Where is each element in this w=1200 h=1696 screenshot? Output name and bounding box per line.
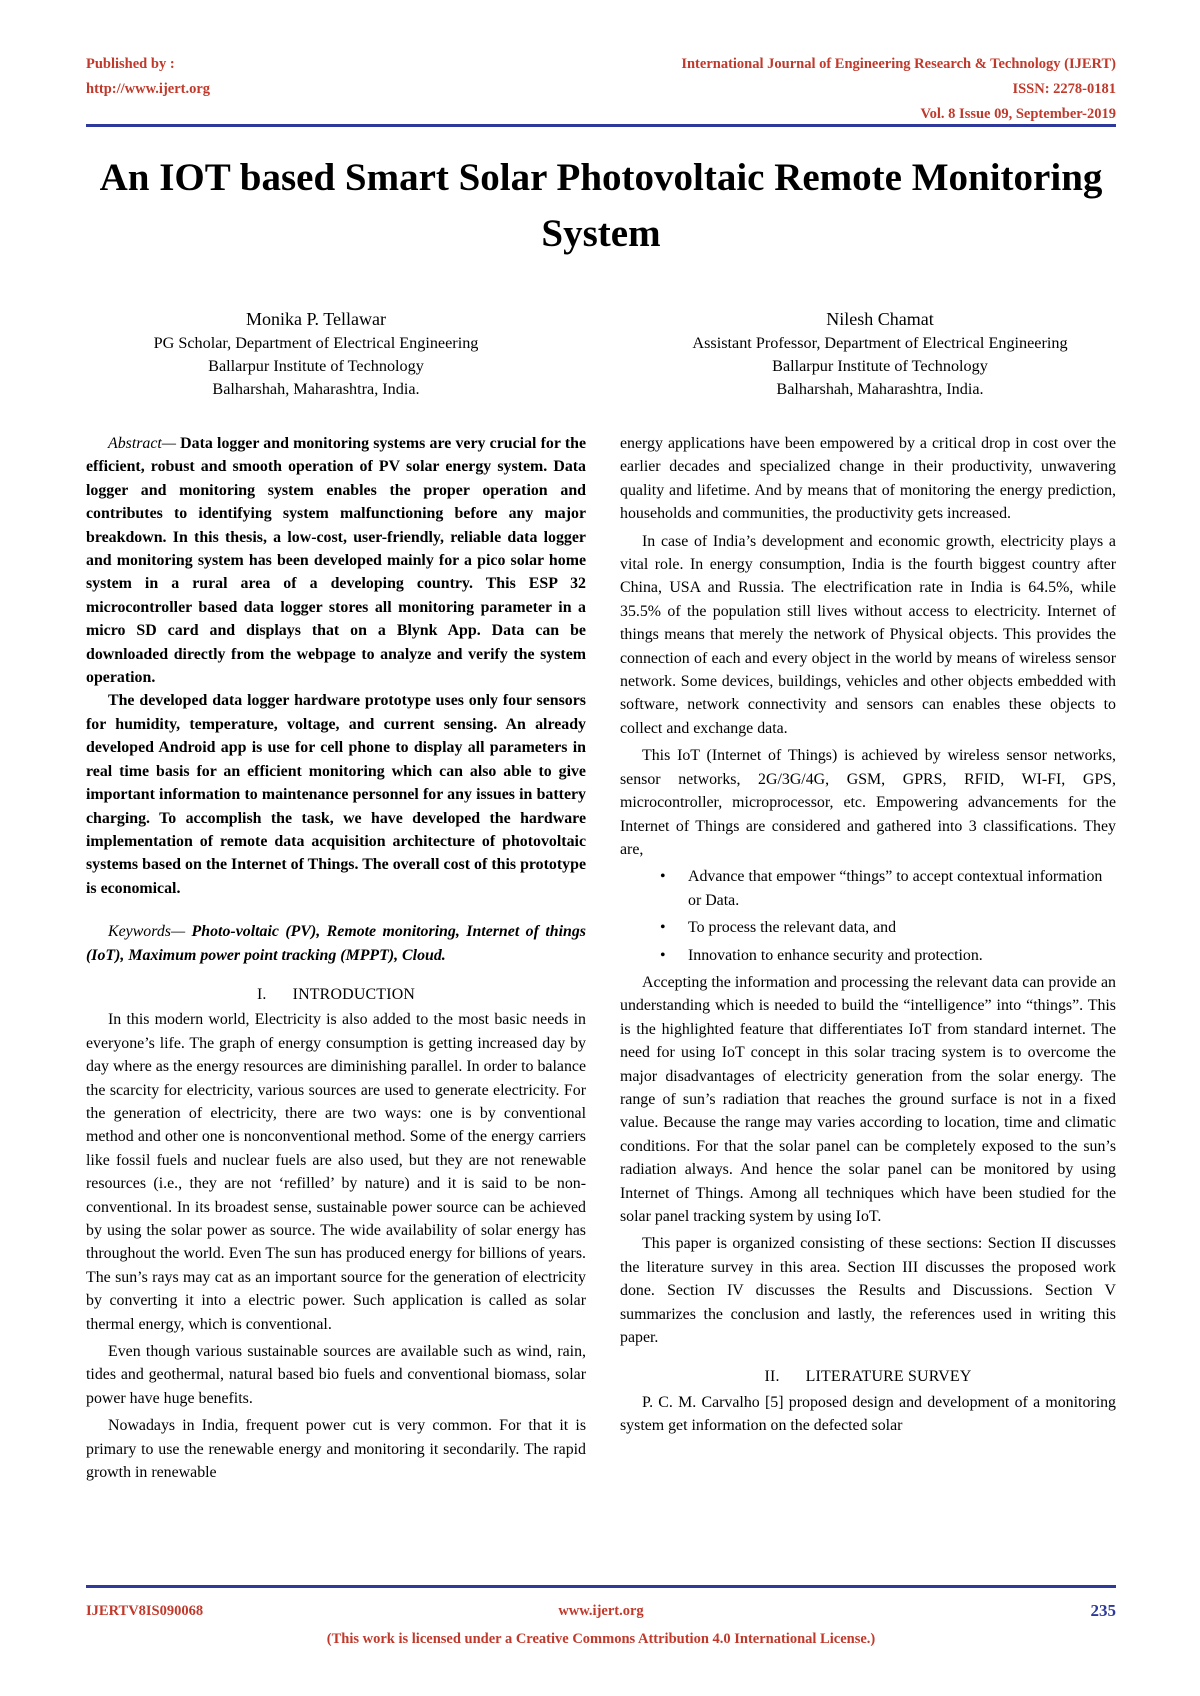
publisher-website-link[interactable]: http://www.ijert.org (86, 81, 211, 97)
bullet-icon: • (660, 919, 666, 937)
keywords-paragraph (86, 920, 586, 967)
header-right (681, 52, 1116, 127)
right-column (620, 432, 1116, 1438)
body-paragraph: energy applications have been empowered by a critical drop in cost over the earlier decades and specialized change in their productivity, unwavering quality and lifetime. And by means that of monitoring the energy prediction, households and communities, the productivity gets increased. (620, 435, 1116, 523)
paper-id: IJERTV8IS090068 (86, 1603, 204, 1619)
footer-rule (86, 1585, 1116, 1588)
bullet-icon: • (660, 868, 666, 886)
bullet-icon: • (660, 946, 666, 964)
section-number: II. (764, 1368, 780, 1386)
body-paragraph: This IoT (Internet of Things) is achieved by wireless sensor networks, sensor networks, 2G/3G/4G, GSM, GPRS, RFID, WI-FI, GPS, microcontroller, microprocessor, etc. Empowering advancements for the Internet of Things are considered and gathered into 3 classifications. They are, (620, 747, 1116, 858)
page-number: 235 (1090, 1601, 1116, 1620)
body-paragraph: This paper is organized consisting of these sections: Section II discusses the literature survey in this area. Section III discusses the proposed work done. Section IV discusses the Results and Discussions. Section V summarizes the conclusion and lastly, the references used in writing this paper. (620, 1235, 1116, 1347)
issn: ISSN: 2278-0181 (1012, 81, 1116, 97)
body-paragraph: P. C. M. Carvalho [5] proposed design and development of a monitoring system get information on the defected solar (620, 1393, 1116, 1435)
body-paragraph: Even though various sustainable sources are available such as wind, rain, tides and geothermal, natural based bio fuels and conventional biomass, solar power have huge benefits. (86, 1343, 586, 1407)
license-notice: (This work is licensed under a Creative Commons Attribution 4.0 International License.) (326, 1631, 876, 1647)
abstract-text: Data logger and monitoring systems are very crucial for the efficient, robust and smooth operation of PV solar energy system. Data logger and monitoring system enables the proper operation and contributes to identifying system malfunctioning before any major breakdown. In this thesis, a low-cost, user-friendly, reliable data logger and monitoring system has been developed mainly for a pico solar home system in a rural area of a developing country. This ESP 32 microcontroller based data logger stores all monitoring parameter in a micro SD card and displays that on a Blynk App. Data can be downloaded directly from the webpage to analyze and verify the system operation. (86, 435, 586, 687)
keywords-lead: Keywords— (108, 923, 186, 941)
keywords-text: Photo-voltaic (PV), Remote monitoring, Internet of things (IoT), Maximum power point tracking (MPPT), Cloud. (86, 923, 586, 964)
left-column (86, 432, 586, 1484)
list-item: • Advance that empower “things” to accept contextual information or Data. (620, 865, 1116, 912)
author-institute: Ballarpur Institute of Technology (208, 357, 424, 375)
body-paragraph: In this modern world, Electricity is also added to the most basic needs in everyone’s life. The graph of energy consumption is getting increased day by day where as the energy resources are diminishing parallel. In order to balance the scarcity for electricity, various sources are used to generate electricity. For the generation of electricity, there are two ways: one is by conventional method and other one is nonconventional method. Some of the energy carriers like fossil fuels and nuclear fuels are also used, but they are not renewable resources (i.e., they are not ‘refilled’ by nature) and it is said to be non-conventional. In its broadest sense, sustainable power source can be achieved by using the solar power as source. The wide availability of solar energy has throughout the world. Even The sun has produced energy for billions of years. The sun’s rays may cat as an important source for the generation of electricity by converting it into a electric power. Such application is called as solar thermal energy, which is conventional. (86, 1011, 586, 1333)
author-role: Assistant Professor, Department of Electrical Engineering (692, 334, 1068, 352)
author-name: Monika P. Tellawar (246, 309, 386, 329)
author-name: Nilesh Chamat (826, 309, 934, 329)
section-title: INTRODUCTION (292, 985, 416, 1003)
footer-website-link[interactable]: www.ijert.org (558, 1603, 644, 1619)
paper-title: An IOT based Smart Solar Photovoltaic Remote Monitoring System (99, 156, 1103, 255)
body-paragraph: In case of India’s development and economic growth, electricity plays a vital role. In energy consumption, India is the fourth biggest country after China, USA and Russia. The electrification rate in India is 64.5%, while 35.5% of the population still lives without access to electricity. Internet of things means that merely the network of Physical objects. This provides the connection of each and every object in the world by means of wireless sensor network. Some devices, buildings, vehicles and other objects embedded with software, network connectivity and sensors can enables these objects to collect and exchange data. (620, 532, 1116, 737)
section-number: I. (256, 985, 267, 1003)
published-by-label: Published by : (86, 56, 175, 72)
header-rule (86, 124, 1116, 127)
list-item: • To process the relevant data, and (620, 916, 1116, 939)
author-institute: Ballarpur Institute of Technology (772, 357, 988, 375)
abstract-lead: Abstract— (108, 435, 176, 452)
section-heading-literature-survey (620, 1365, 1116, 1388)
author-location: Balharshah, Maharashtra, India. (212, 380, 420, 398)
abstract-paragraph (86, 432, 586, 689)
page-header (86, 52, 1116, 122)
section-heading-introduction (86, 983, 586, 1006)
section-title: LITERATURE SURVEY (805, 1368, 972, 1386)
author-location: Balharshah, Maharashtra, India. (776, 380, 984, 398)
body-paragraph: Accepting the information and processing the relevant data can provide an understanding which is needed to build the “intelligence” into “things”. This is the highlighted feature that differentiates IoT from standard internet. The need for using IoT concept in this solar tracing system is to overcome the major disadvantages of electricity generation from the solar energy. The range of sun’s radiation that reaches the ground surface is not in a fixed value. Because the range may varies according to location, time and climatic conditions. For that the solar panel can be completely exposed to the sun’s radiation always. And hence the solar panel can be monitored by using Internet of Things. Among all techniques which have been studied for the solar panel tracking system by using IoT. (620, 973, 1116, 1225)
author-block-1 (86, 306, 546, 401)
bullet-list (620, 865, 1116, 967)
journal-name: International Journal of Engineering Research & Technology (IJERT) (681, 56, 1116, 72)
list-item: • Innovation to enhance security and protection. (620, 944, 1116, 967)
abstract-paragraph-2: The developed data logger hardware prototype uses only four sensors for humidity, temperature, voltage, and current sensing. An already developed Android app is use for cell phone to display all parameters in real time basis for an efficient monitoring which can also able to give important information to maintenance personnel for any issues in battery charging. To accomplish the task, we have developed the hardware implementation of remote data acquisition architecture of photovoltaic systems based on the Internet of Things. The overall cost of this prototype is economical. (86, 692, 586, 897)
author-role: PG Scholar, Department of Electrical Engineering (153, 334, 479, 352)
volume-issue: Vol. 8 Issue 09, September-2019 (920, 106, 1116, 122)
author-block-2 (650, 306, 1110, 401)
body-paragraph: Nowadays in India, frequent power cut is very common. For that it is primary to use the renewable energy and monitoring it secondarily. The rapid growth in renewable (86, 1417, 586, 1482)
header-left (86, 52, 210, 102)
